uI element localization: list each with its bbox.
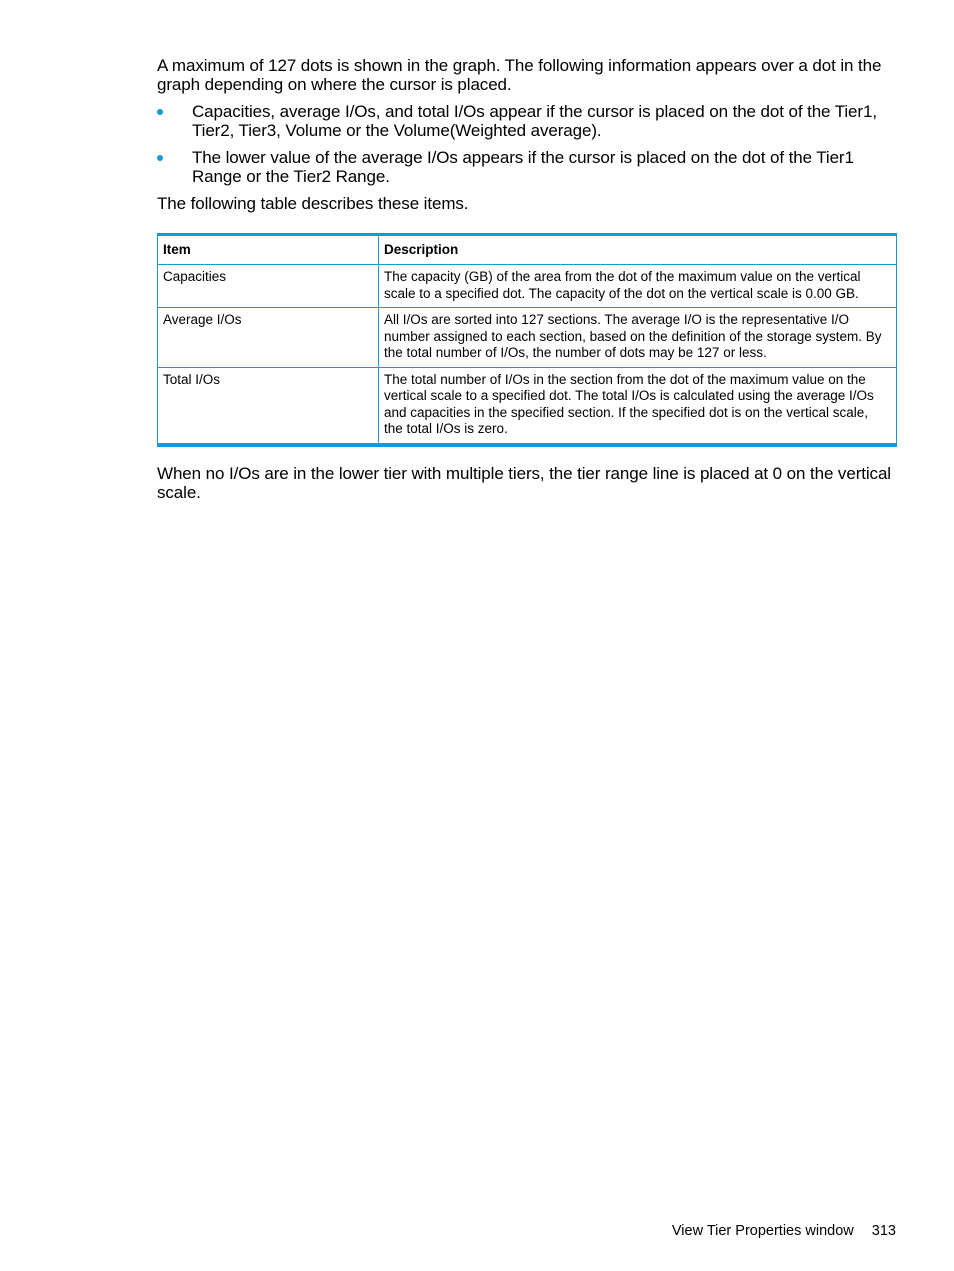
table-row [158, 367, 897, 445]
cell-description: The total number of I/Os in the section from the dot of the maximum value on the vertical scale to a specified dot. The total I/Os is calculated using the average I/Os and capacities in the specified section. If the specified dot is on the vertical scale, the total I/Os is zero. [379, 367, 897, 445]
bullet-icon [157, 109, 163, 115]
cell-item: Average I/Os [158, 308, 379, 368]
items-table [157, 233, 897, 447]
closing-paragraph: When no I/Os are in the lower tier with multiple tiers, the tier range line is placed at 0 on the vertical scale. [157, 463, 891, 502]
header-description: Description [379, 235, 897, 265]
bullet-item [157, 102, 897, 140]
table-header-row [158, 235, 897, 265]
table-row [158, 308, 897, 368]
bullet-text: Capacities, average I/Os, and total I/Os appear if the cursor is placed on the dot of the Tier1, Tier2, Tier3, Volume or the Volume(Weighted average). [192, 102, 877, 140]
table-intro-paragraph: The following table describes these items. [157, 194, 469, 213]
cell-item: Total I/Os [158, 367, 379, 445]
cell-description: The capacity (GB) of the area from the dot of the maximum value on the vertical scale to a specified dot. The capacity of the dot on the vertical scale is 0.00 GB. [379, 265, 897, 308]
bullet-list [157, 102, 897, 186]
cell-description: All I/Os are sorted into 127 sections. The average I/O is the representative I/O number assigned to each section, based on the definition of the storage system. By the total number of I/Os, the number of dots may be 127 or less. [379, 308, 897, 368]
bullet-icon [157, 155, 163, 161]
table-row [158, 265, 897, 308]
intro-paragraph: A maximum of 127 dots is shown in the graph. The following information appears over a dot in the graph depending on where the cursor is placed. [157, 56, 882, 94]
header-item: Item [158, 235, 379, 265]
page-number: 313 [871, 1223, 896, 1239]
page-footer [672, 1222, 896, 1240]
page-content [157, 56, 897, 502]
footer-section-title: View Tier Properties window [671, 1223, 854, 1239]
bullet-text: The lower value of the average I/Os appears if the cursor is placed on the dot of the Tier1 Range or the Tier2 Range. [192, 148, 854, 186]
cell-item: Capacities [158, 265, 379, 308]
bullet-item [157, 148, 897, 186]
